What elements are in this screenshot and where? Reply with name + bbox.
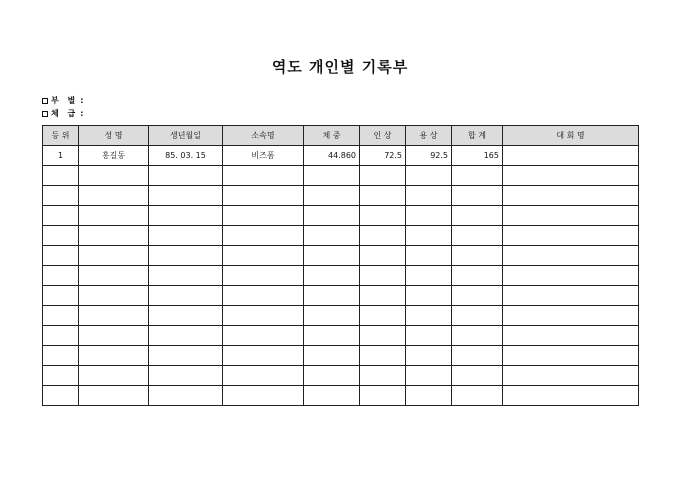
cell-name [79, 306, 149, 326]
cell-affiliation [223, 226, 304, 246]
table-row [43, 146, 639, 166]
cell-body-weight [304, 386, 360, 406]
cell-birthdate [149, 266, 223, 286]
cell-clean-jerk [406, 186, 452, 206]
cell-name [79, 246, 149, 266]
cell-birthdate [149, 166, 223, 186]
cell-total [452, 306, 503, 326]
cell-rank [43, 306, 79, 326]
cell-competition [503, 146, 639, 166]
cell-snatch [360, 386, 406, 406]
cell-body-weight [304, 246, 360, 266]
cell-clean-jerk [406, 306, 452, 326]
cell-body-weight [304, 346, 360, 366]
cell-clean-jerk: 92.5 [406, 146, 452, 166]
cell-affiliation [223, 346, 304, 366]
table-row [43, 226, 639, 246]
cell-affiliation [223, 166, 304, 186]
header-competition: 대 회 명 [503, 126, 639, 146]
division-label: 부 별 [51, 96, 79, 105]
cell-competition [503, 326, 639, 346]
cell-competition [503, 386, 639, 406]
header-body-weight: 체 중 [304, 126, 360, 146]
cell-total [452, 186, 503, 206]
table-row [43, 246, 639, 266]
weight-class-colon: : [80, 109, 84, 118]
table-row [43, 386, 639, 406]
weight-class-line [42, 107, 89, 120]
cell-snatch [360, 166, 406, 186]
cell-rank [43, 166, 79, 186]
cell-body-weight [304, 326, 360, 346]
cell-snatch [360, 326, 406, 346]
cell-body-weight [304, 306, 360, 326]
header-snatch: 인 상 [360, 126, 406, 146]
cell-name [79, 166, 149, 186]
cell-rank [43, 326, 79, 346]
cell-snatch [360, 306, 406, 326]
cell-snatch [360, 286, 406, 306]
cell-affiliation: 비즈폼 [223, 146, 304, 166]
cell-body-weight [304, 186, 360, 206]
cell-total [452, 386, 503, 406]
cell-snatch [360, 266, 406, 286]
cell-name [79, 366, 149, 386]
cell-name [79, 386, 149, 406]
cell-clean-jerk [406, 346, 452, 366]
cell-snatch [360, 186, 406, 206]
cell-snatch [360, 346, 406, 366]
table-header-row [43, 126, 639, 146]
header-affiliation: 소속명 [223, 126, 304, 146]
cell-name [79, 326, 149, 346]
table-row [43, 266, 639, 286]
header-name: 성 명 [79, 126, 149, 146]
division-colon: : [80, 96, 84, 105]
checkbox-square-icon [42, 111, 48, 117]
cell-total [452, 326, 503, 346]
record-table [42, 125, 639, 406]
cell-clean-jerk [406, 386, 452, 406]
table-row [43, 206, 639, 226]
cell-affiliation [223, 246, 304, 266]
cell-clean-jerk [406, 326, 452, 346]
cell-competition [503, 186, 639, 206]
cell-competition [503, 346, 639, 366]
cell-competition [503, 246, 639, 266]
cell-birthdate [149, 386, 223, 406]
cell-total [452, 266, 503, 286]
cell-competition [503, 206, 639, 226]
page-title: 역도 개인별 기록부 [271, 58, 409, 76]
cell-snatch [360, 246, 406, 266]
table-row [43, 166, 639, 186]
header-total: 합 계 [452, 126, 503, 146]
cell-competition [503, 166, 639, 186]
cell-snatch [360, 226, 406, 246]
cell-competition [503, 226, 639, 246]
cell-birthdate [149, 206, 223, 226]
cell-body-weight [304, 266, 360, 286]
cell-clean-jerk [406, 286, 452, 306]
cell-clean-jerk [406, 246, 452, 266]
cell-competition [503, 366, 639, 386]
cell-total: 165 [452, 146, 503, 166]
cell-affiliation [223, 206, 304, 226]
cell-rank [43, 206, 79, 226]
cell-rank: 1 [43, 146, 79, 166]
cell-body-weight [304, 286, 360, 306]
table-row [43, 346, 639, 366]
info-block [42, 94, 89, 120]
cell-affiliation [223, 186, 304, 206]
cell-rank [43, 246, 79, 266]
cell-total [452, 346, 503, 366]
cell-birthdate: 85. 03. 15 [149, 146, 223, 166]
cell-rank [43, 186, 79, 206]
cell-clean-jerk [406, 226, 452, 246]
cell-clean-jerk [406, 166, 452, 186]
cell-birthdate [149, 226, 223, 246]
cell-snatch [360, 206, 406, 226]
cell-total [452, 366, 503, 386]
cell-birthdate [149, 286, 223, 306]
cell-competition [503, 266, 639, 286]
cell-name [79, 226, 149, 246]
checkbox-square-icon [42, 98, 48, 104]
cell-snatch [360, 366, 406, 386]
cell-total [452, 226, 503, 246]
cell-rank [43, 266, 79, 286]
cell-birthdate [149, 186, 223, 206]
cell-total [452, 286, 503, 306]
cell-competition [503, 306, 639, 326]
table-row [43, 366, 639, 386]
cell-clean-jerk [406, 366, 452, 386]
cell-body-weight [304, 226, 360, 246]
table-row [43, 186, 639, 206]
header-birthdate: 생년월일 [149, 126, 223, 146]
cell-rank [43, 226, 79, 246]
cell-rank [43, 286, 79, 306]
cell-rank [43, 346, 79, 366]
cell-clean-jerk [406, 206, 452, 226]
cell-clean-jerk [406, 266, 452, 286]
cell-body-weight [304, 206, 360, 226]
table-row [43, 326, 639, 346]
cell-name [79, 286, 149, 306]
cell-affiliation [223, 286, 304, 306]
cell-name: 홍길동 [79, 146, 149, 166]
cell-rank [43, 386, 79, 406]
cell-affiliation [223, 266, 304, 286]
cell-birthdate [149, 346, 223, 366]
cell-snatch: 72.5 [360, 146, 406, 166]
cell-rank [43, 366, 79, 386]
header-clean-jerk: 용 상 [406, 126, 452, 146]
cell-affiliation [223, 326, 304, 346]
cell-affiliation [223, 306, 304, 326]
table-row [43, 286, 639, 306]
table-body [43, 146, 639, 406]
cell-affiliation [223, 386, 304, 406]
cell-name [79, 186, 149, 206]
cell-birthdate [149, 366, 223, 386]
cell-body-weight [304, 166, 360, 186]
cell-name [79, 206, 149, 226]
cell-name [79, 346, 149, 366]
cell-total [452, 206, 503, 226]
cell-birthdate [149, 326, 223, 346]
weight-class-label: 체 급 [51, 109, 79, 118]
cell-total [452, 166, 503, 186]
cell-name [79, 266, 149, 286]
cell-body-weight: 44.860 [304, 146, 360, 166]
cell-competition [503, 286, 639, 306]
division-line [42, 94, 89, 107]
table-row [43, 306, 639, 326]
header-rank: 등 위 [43, 126, 79, 146]
cell-total [452, 246, 503, 266]
cell-affiliation [223, 366, 304, 386]
cell-body-weight [304, 366, 360, 386]
cell-birthdate [149, 246, 223, 266]
cell-birthdate [149, 306, 223, 326]
